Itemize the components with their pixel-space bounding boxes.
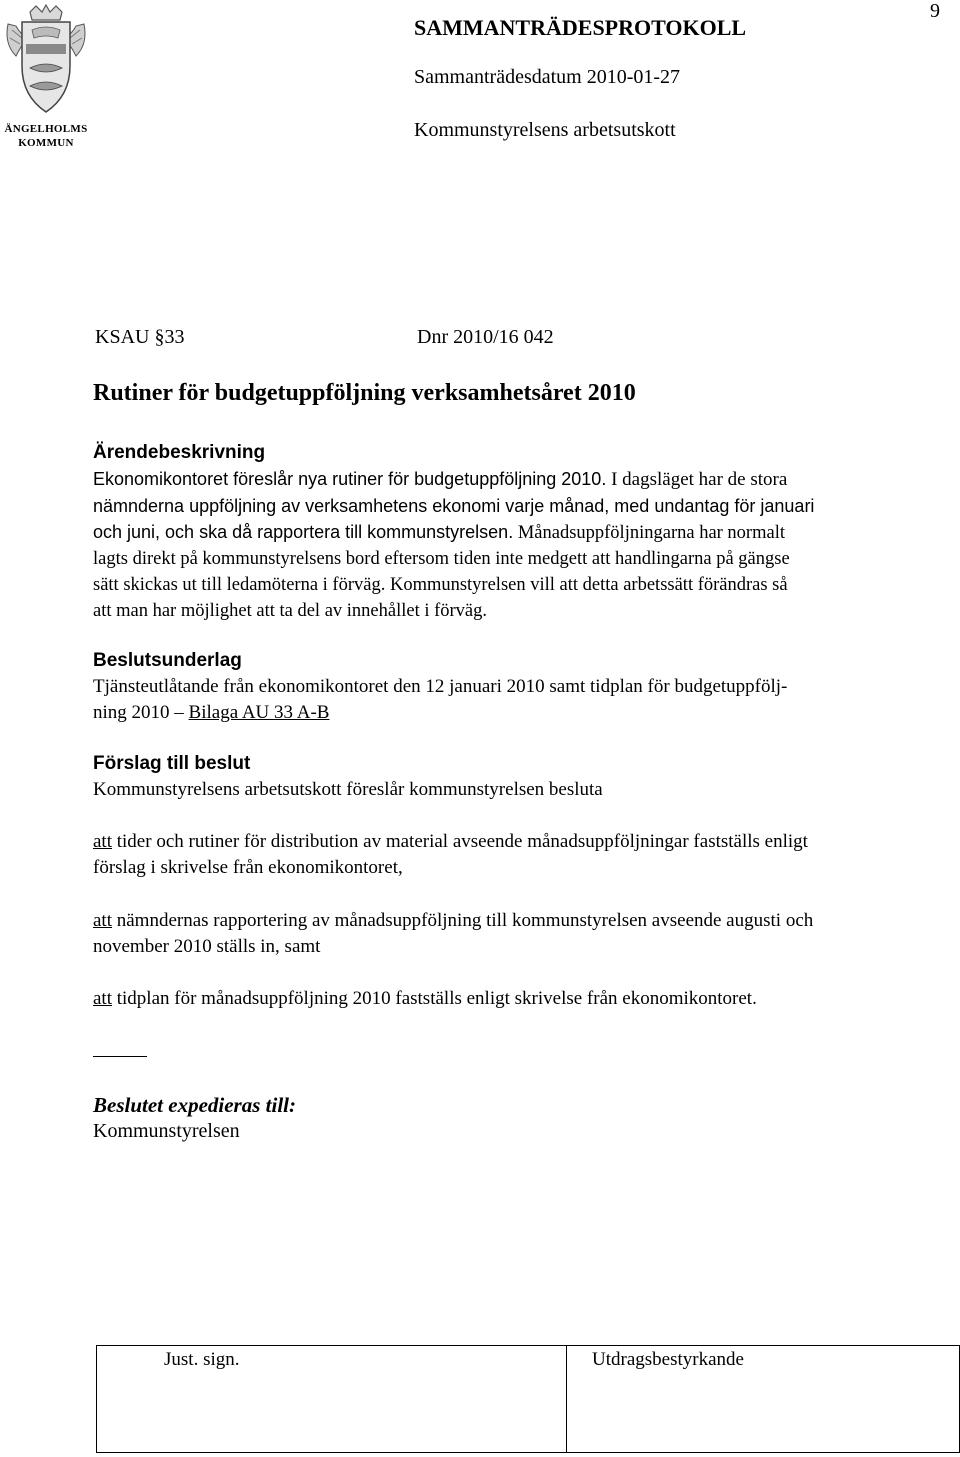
case-reference-line	[95, 326, 554, 349]
municipality-logo	[2, 4, 90, 154]
distribution-heading: Beslutet expedieras till:	[93, 1093, 296, 1117]
distribution-recipient: Kommunstyrelsen	[93, 1120, 240, 1142]
text-line: sätt skickas ut till ledamöterna i förväg. Kommunstyrelsen vill att detta arbetssätt förändras så	[93, 575, 788, 595]
proposal-item	[93, 829, 953, 881]
section-heading: Ärendebeskrivning	[93, 442, 266, 463]
page-number: 9	[930, 0, 940, 22]
logo-text	[2, 122, 90, 150]
section-beslutsunderlag	[93, 648, 953, 726]
meeting-date: Sammanträdesdatum 2010-01-27	[414, 66, 681, 88]
text-line: ning 2010 – Bilaga AU 33 A-B	[93, 702, 330, 723]
just-sign-label: Just. sign.	[164, 1349, 240, 1370]
text-line: förslag i skrivelse från ekonomikontoret,	[93, 857, 403, 878]
section-heading: Förslag till beslut	[93, 753, 251, 774]
signature-table	[96, 1345, 960, 1453]
section-arendebeskrivning	[93, 440, 953, 624]
utdrag-cell	[567, 1346, 960, 1453]
text-line: att man har möjlighet att ta del av innehållet i förväg.	[93, 601, 488, 621]
separator-rule	[93, 1056, 147, 1057]
logo-line-2: KOMMUN	[18, 137, 74, 149]
committee-name: Kommunstyrelsens arbetsutskott	[414, 119, 676, 141]
text-line: att nämndernas rapportering av månadsuppföljning till kommunstyrelsen avseende augusti och	[93, 910, 814, 931]
just-sign-cell	[97, 1346, 567, 1453]
case-dnr: Dnr 2010/16 042	[417, 326, 554, 348]
text-line: lagts direkt på kommunstyrelsens bord eftersom tiden inte medgett att handlingarna på gängse	[93, 549, 790, 569]
text-line: att tider och rutiner för distribution av material avseende månadsuppföljningar fastställs enligt	[93, 831, 808, 852]
section-heading: Beslutsunderlag	[93, 650, 242, 671]
text-line: Kommunstyrelsens arbetsutskott föreslår kommunstyrelsen besluta	[93, 779, 603, 800]
case-title: Rutiner för budgetuppföljning verksamhetsåret 2010	[93, 380, 636, 406]
text-line: att tidplan för månadsuppföljning 2010 fastställs enligt skrivelse från ekonomikontoret.	[93, 988, 757, 1009]
text-line: november 2010 ställs in, samt	[93, 936, 321, 957]
text-line: och juni, och ska då rapportera till kommunstyrelsen. Månadsuppföljningarna har normalt	[93, 522, 785, 543]
coat-of-arms-icon	[2, 4, 90, 122]
section-forslag	[93, 751, 953, 803]
proposal-item	[93, 986, 953, 1012]
document-type-title: SAMMANTRÄDESPROTOKOLL	[414, 15, 747, 40]
utdragsbestyrkande-label: Utdragsbestyrkande	[592, 1349, 744, 1370]
text-line: nämnderna uppföljning av verksamhetens ekonomi varje månad, med undantag för januari	[93, 496, 815, 516]
text-line: Ekonomikontoret föreslår nya rutiner för budgetuppföljning 2010. I dagsläget har de stora	[93, 469, 788, 490]
text-line: Tjänsteutlåtande från ekonomikontoret den 12 januari 2010 samt tidplan för budgetuppfölj-	[93, 676, 788, 697]
attachment-link[interactable]: Bilaga AU 33 A-B	[188, 702, 330, 723]
case-paragraph-ref: KSAU §33	[95, 326, 185, 348]
proposal-item	[93, 908, 953, 960]
logo-line-1: ÄNGELHOLMS	[4, 123, 88, 135]
